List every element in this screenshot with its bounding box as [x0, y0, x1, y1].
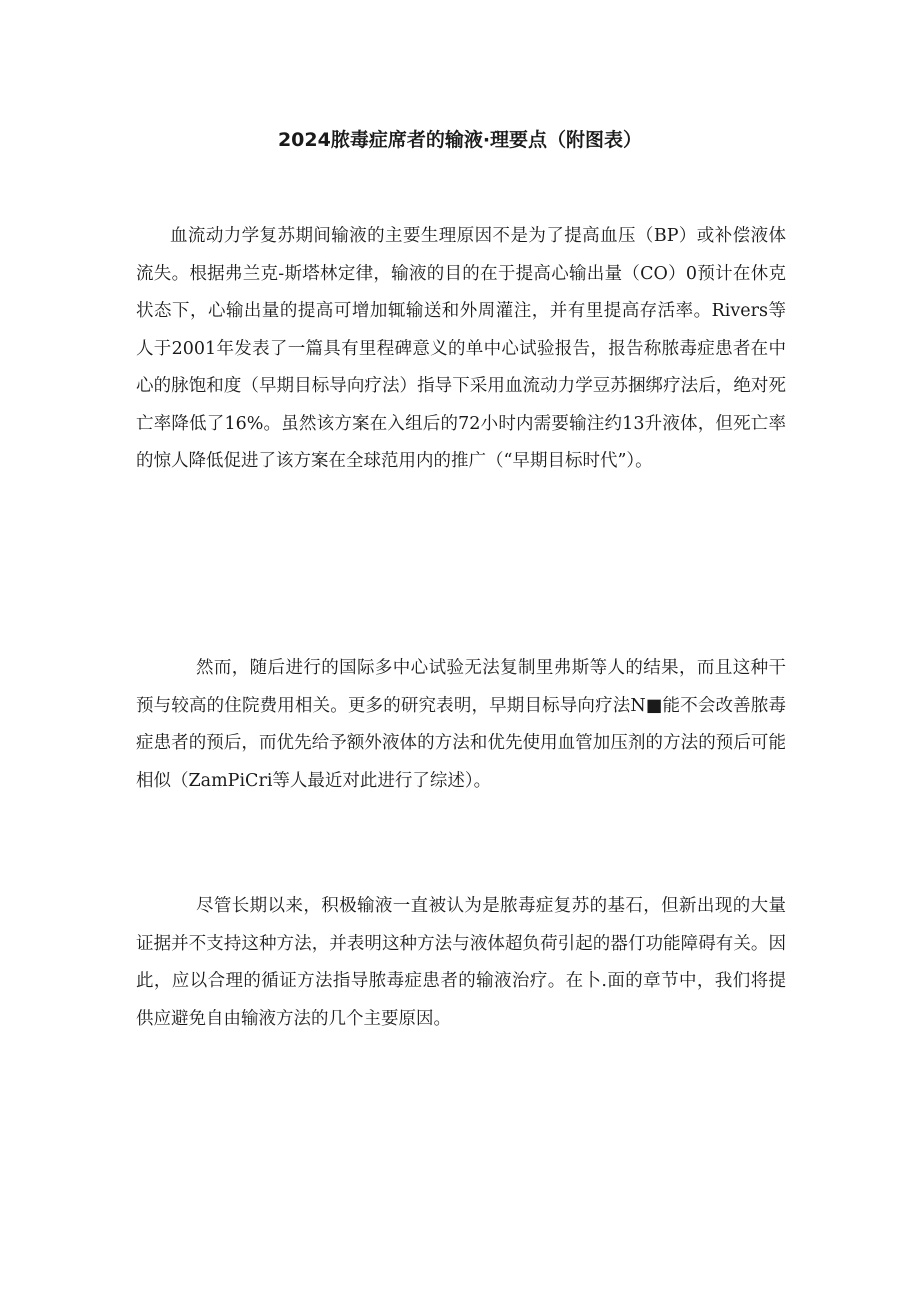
paragraph-evidence-summary: 尽管长期以来，积极输液一直被认为是脓毒症复苏的基石，但新出现的大量证据并不支持这种方法，并表明这种方法与液体超负荷引起的器仃功能障碍有关。因此，应以合理的循证方法指导脓毒症患者的输液治疗。在卜.面的章节中，我们将提供应避免自由输液方法的几个主要原因。: [136, 896, 786, 1029]
paragraph-fluid-physiology: 血流动力学复苏期间输液的主要生理原因不是为了提高血压（BP）或补偿液体流失。根据弗兰克-斯塔林定律，输液的目的在于提高心输出量（CO）0预计在休克状态下，心输出量的提高可增加辄输送和外周灌注，并有里提高存活率。Rivers等人于2001年发表了一篇具有里程碑意义的单中心试验报告，报告称脓毒症患者在中心的脉饱和度（早期目标导向疗法）指导下采用血流动力学豆苏捆绑疗法后，绝对死亡率降低了16%。虽然该方案在入组后的72小时内需要输注约13升液体，但死亡率的惊人降低促进了该方案在全球范用内的推广（“早期目标时代”）。: [136, 226, 786, 471]
document-title: 2024脓毒症席者的输液·理要点（附图表）: [277, 129, 643, 151]
paragraph-multicenter-trials: 然而，随后进行的国际多中心试验无法复制里弗斯等人的结果，而且这种干预与较高的住院费用相关。更多的研究表明，早期目标导向疗法N■能不会改善脓毒症患者的预后，而优先给予额外液体的方法和优先使用血管加压剂的方法的预后可能相似（ZamPiCri等人最近对此进行了综述）。: [136, 658, 786, 791]
